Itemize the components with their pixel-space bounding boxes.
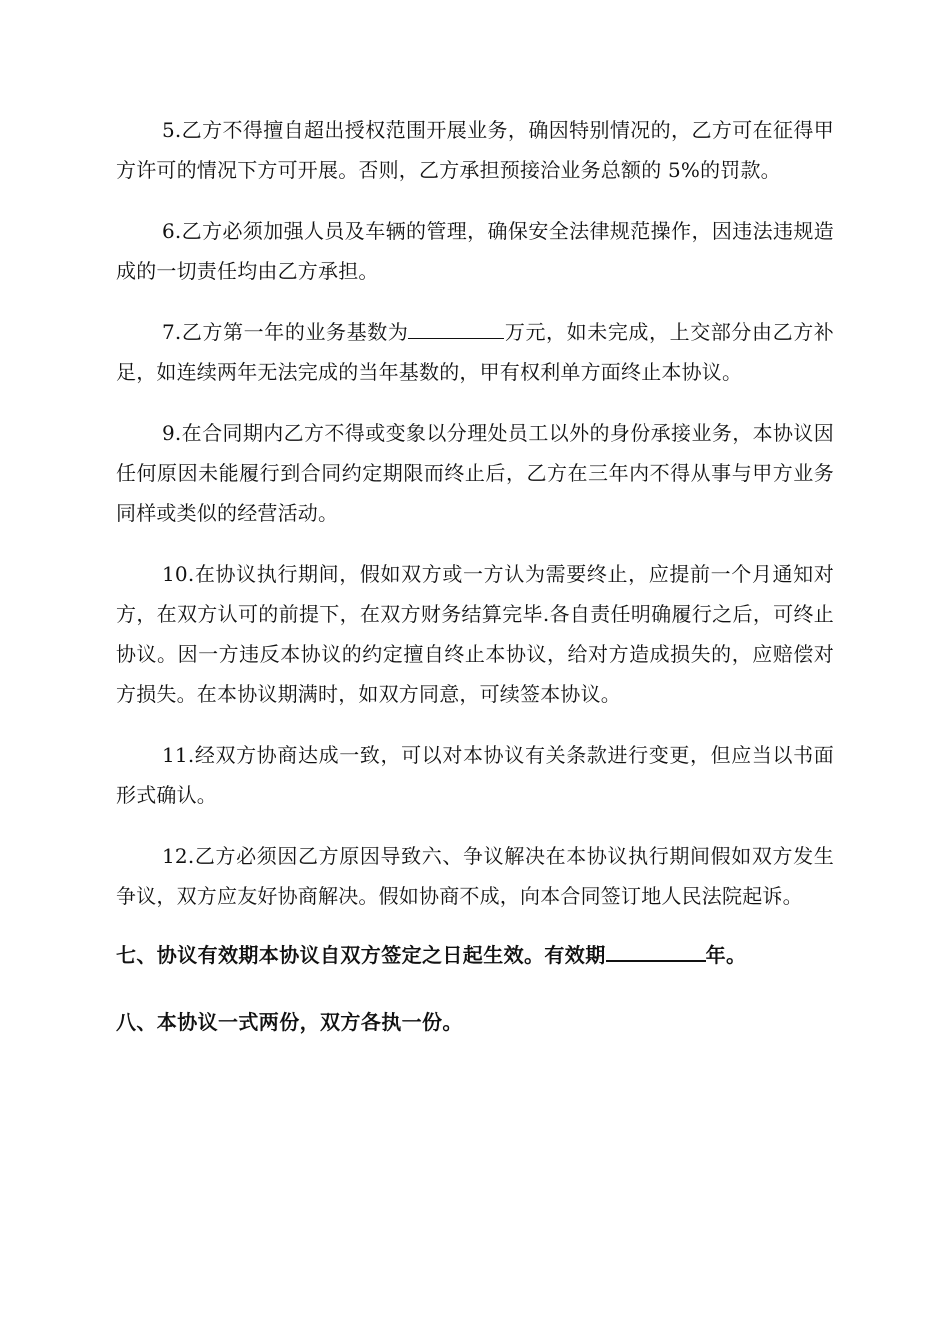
clause-12: 12.乙方必须因乙方原因导致六、争议解决在本协议执行期间假如双方发生争议，双方应友好协商解决。假如协商不成，向本合同签订地人民法院起诉。 xyxy=(116,844,834,908)
validity-years-blank xyxy=(606,938,706,962)
section-7-text-before: 七、协议有效期本协议自双方签定之日起生效。有效期 xyxy=(116,943,606,967)
section-7-validity xyxy=(116,937,834,973)
clause-9: 9.在合同期内乙方不得或变象以分理处员工以外的身份承接业务，本协议因任何原因未能履行到合同约定期限而终止后，乙方在三年内不得从事与甲方业务同样或类似的经营活动。 xyxy=(116,421,834,525)
clause-11: 11.经双方协商达成一致，可以对本协议有关条款进行变更，但应当以书面形式确认。 xyxy=(116,743,834,807)
section-8-copies: 八、本协议一式两份，双方各执一份。 xyxy=(116,1010,463,1034)
document-body xyxy=(116,110,834,1071)
clause-7-text-after: 万元，如未完成，上交部分由乙方补足，如连续两年无法完成的当年基数的，甲有权利单方面终止本协议。 xyxy=(116,320,835,384)
business-base-blank xyxy=(408,316,504,339)
clause-7 xyxy=(116,312,834,392)
clause-6: 6.乙方必须加强人员及车辆的管理，确保安全法律规范操作，因违法违规造成的一切责任均由乙方承担。 xyxy=(116,219,834,283)
section-7-text-after: 年。 xyxy=(705,943,747,967)
clause-5: 5.乙方不得擅自超出授权范围开展业务，确因特别情况的，乙方可在征得甲方许可的情况下方可开展。否则，乙方承担预接洽业务总额的 5%的罚款。 xyxy=(116,118,834,182)
clause-7-text-before: 7.乙方第一年的业务基数为 xyxy=(162,320,409,344)
clause-10: 10.在协议执行期间，假如双方或一方认为需要终止，应提前一个月通知对方，在双方认可的前提下，在双方财务结算完毕.各自责任明确履行之后，可终止协议。因一方违反本协议的约定擅自终止本协议，给对方造成损失的，应赔偿对方损失。在本协议期满时，如双方同意，可续签本协议。 xyxy=(116,562,834,706)
